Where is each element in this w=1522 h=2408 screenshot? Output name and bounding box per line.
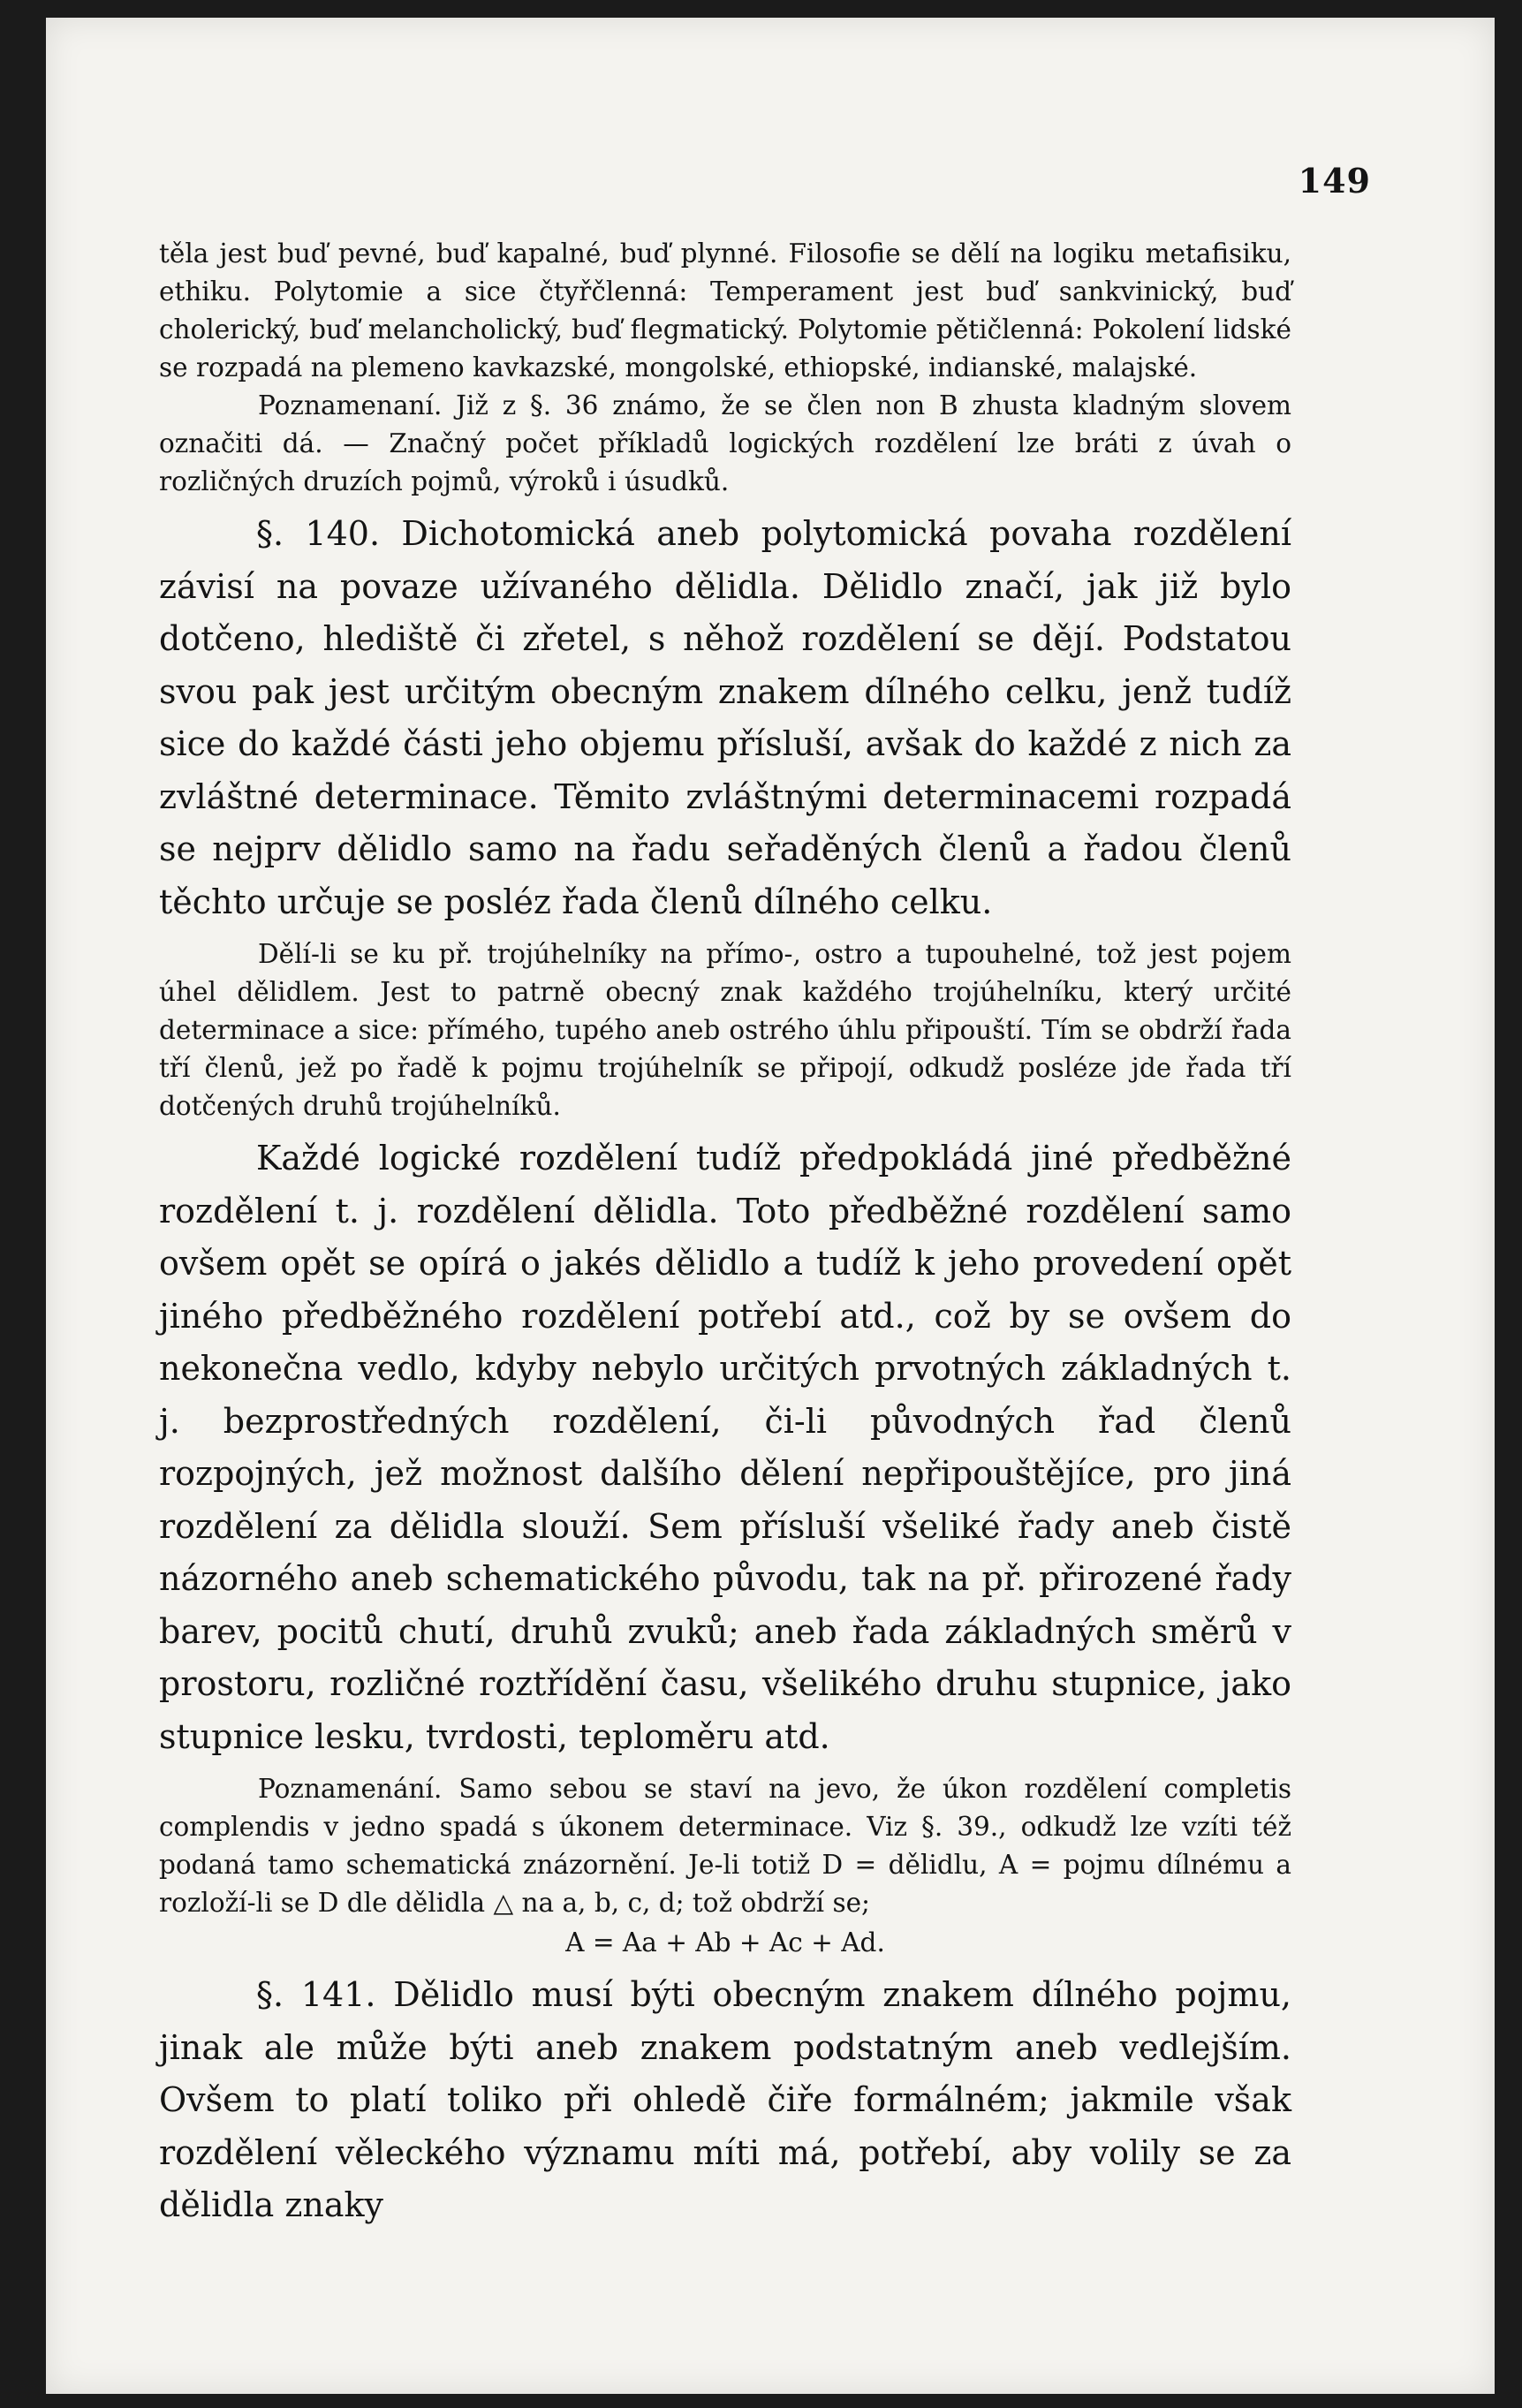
paragraph-6-note-determination: Poznamenání. Samo sebou se staví na jevo, že úkon rozdělení completis complendis v jedno spadá s úkonem determinace. Viz §. 39., odkudž lze vzíti též podaná tamo schematická znázornění. Je-li totiž D = dělidlu, A = pojmu dílnému a rozloží-li se D dle dělidla △ na a, b, c, d; tož obdrží se; [159,1774,1291,1918]
formula-line: A = Aa + Ab + Ac + Ad. [565,1927,885,1957]
page-number: 149 [1298,161,1371,201]
text-block [159,235,1291,2232]
paragraph-1-classification-examples: těla jest buď pevné, buď kapalné, buď plynné. Filosofie se dělí na logiku metafisiku, ethiku. Polytomie a sice čtyřčlenná: Temperament jest buď sankvinický, buď cholerický, buď melancholický, buď flegmatický. Polytomie pětičlenná: Pokolení lidské se rozpadá na plemeno kavkazské, mongolské, ethiopské, indianské, malajské. [159,239,1291,382]
book-page [46,18,1495,2394]
paragraph-5-preliminary-division: Každé logické rozdělení tudíž předpokládá jiné předběžné rozdělení t. j. rozdělení dělidla. Toto předběžné rozdělení samo ovšem opět se opírá o jakés dělidlo a tudíž k jeho provedení opět jiného předběžného rozdělení potřebí atd., což by se ovšem do nekonečna vedlo, kdyby nebylo určitých prvotných základných t. j. bezprostředných rozdělení, či-li původných řad členů rozpojných, jež možnost dalšího dělení nepřipouštějíce, pro jiná rozdělení za dělidla slouží. Sem přísluší všeliké řady aneb čistě názorného aneb schematického původu, tak na př. přirozené řady barev, pocitů chutí, druhů zvuků; aneb řada základných směrů v prostoru, rozličné roztřídění času, všelikého druhu stupnice, jako stupnice lesku, tvrdosti, teploměru atd. [159,1139,1291,1756]
paragraph-7-section-141: §. 141. Dělidlo musí býti obecným znakem dílného pojmu, jinak ale může býti aneb znakem podstatným aneb vedlejším. Ovšem to platí toliko při ohledě čiře formálném; jakmile však rozdělení věleckého významu míti má, potřebí, aby volily se za dělidla znaky [159,1975,1291,2224]
paragraph-2-note: Poznamenaní. Již z §. 36 známo, že se člen non B zhusta kladným slovem označiti dá. — Značný počet příkladů logických rozdělení lze bráti z úvah o rozličných druzích pojmů, výroků i úsudků. [159,390,1291,496]
paragraph-4-triangle-example: Dělí-li se ku př. trojúhelníky na přímo-, ostro a tupouhelné, tož jest pojem úhel dělidlem. Jest to patrně obecný znak každého trojúhelníku, který určité determinace a sice: přímého, tupého aneb ostrého úhlu připouští. Tím se obdrží řada tří členů, jež po řadě k pojmu trojúhelník se připojí, odkudž posléze jde řada tří dotčených druhů trojúhelníků. [159,939,1291,1121]
paragraph-3-section-140: §. 140. Dichotomická aneb polytomická povaha rozdělení závisí na povaze užívaného dělidla. Dělidlo značí, jak již bylo dotčeno, hlediště či zřetel, s něhož rozdělení se dějí. Podstatou svou pak jest určitým obecným znakem dílného celku, jenž tudíž sice do každé části jeho objemu přísluší, avšak do každé z nich za zvláštné determinace. Těmito zvláštnými determinacemi rozpadá se nejprv dělidlo samo na řadu seřaděných členů a řadou členů těchto určuje se posléz řada členů dílného celku. [159,514,1291,921]
